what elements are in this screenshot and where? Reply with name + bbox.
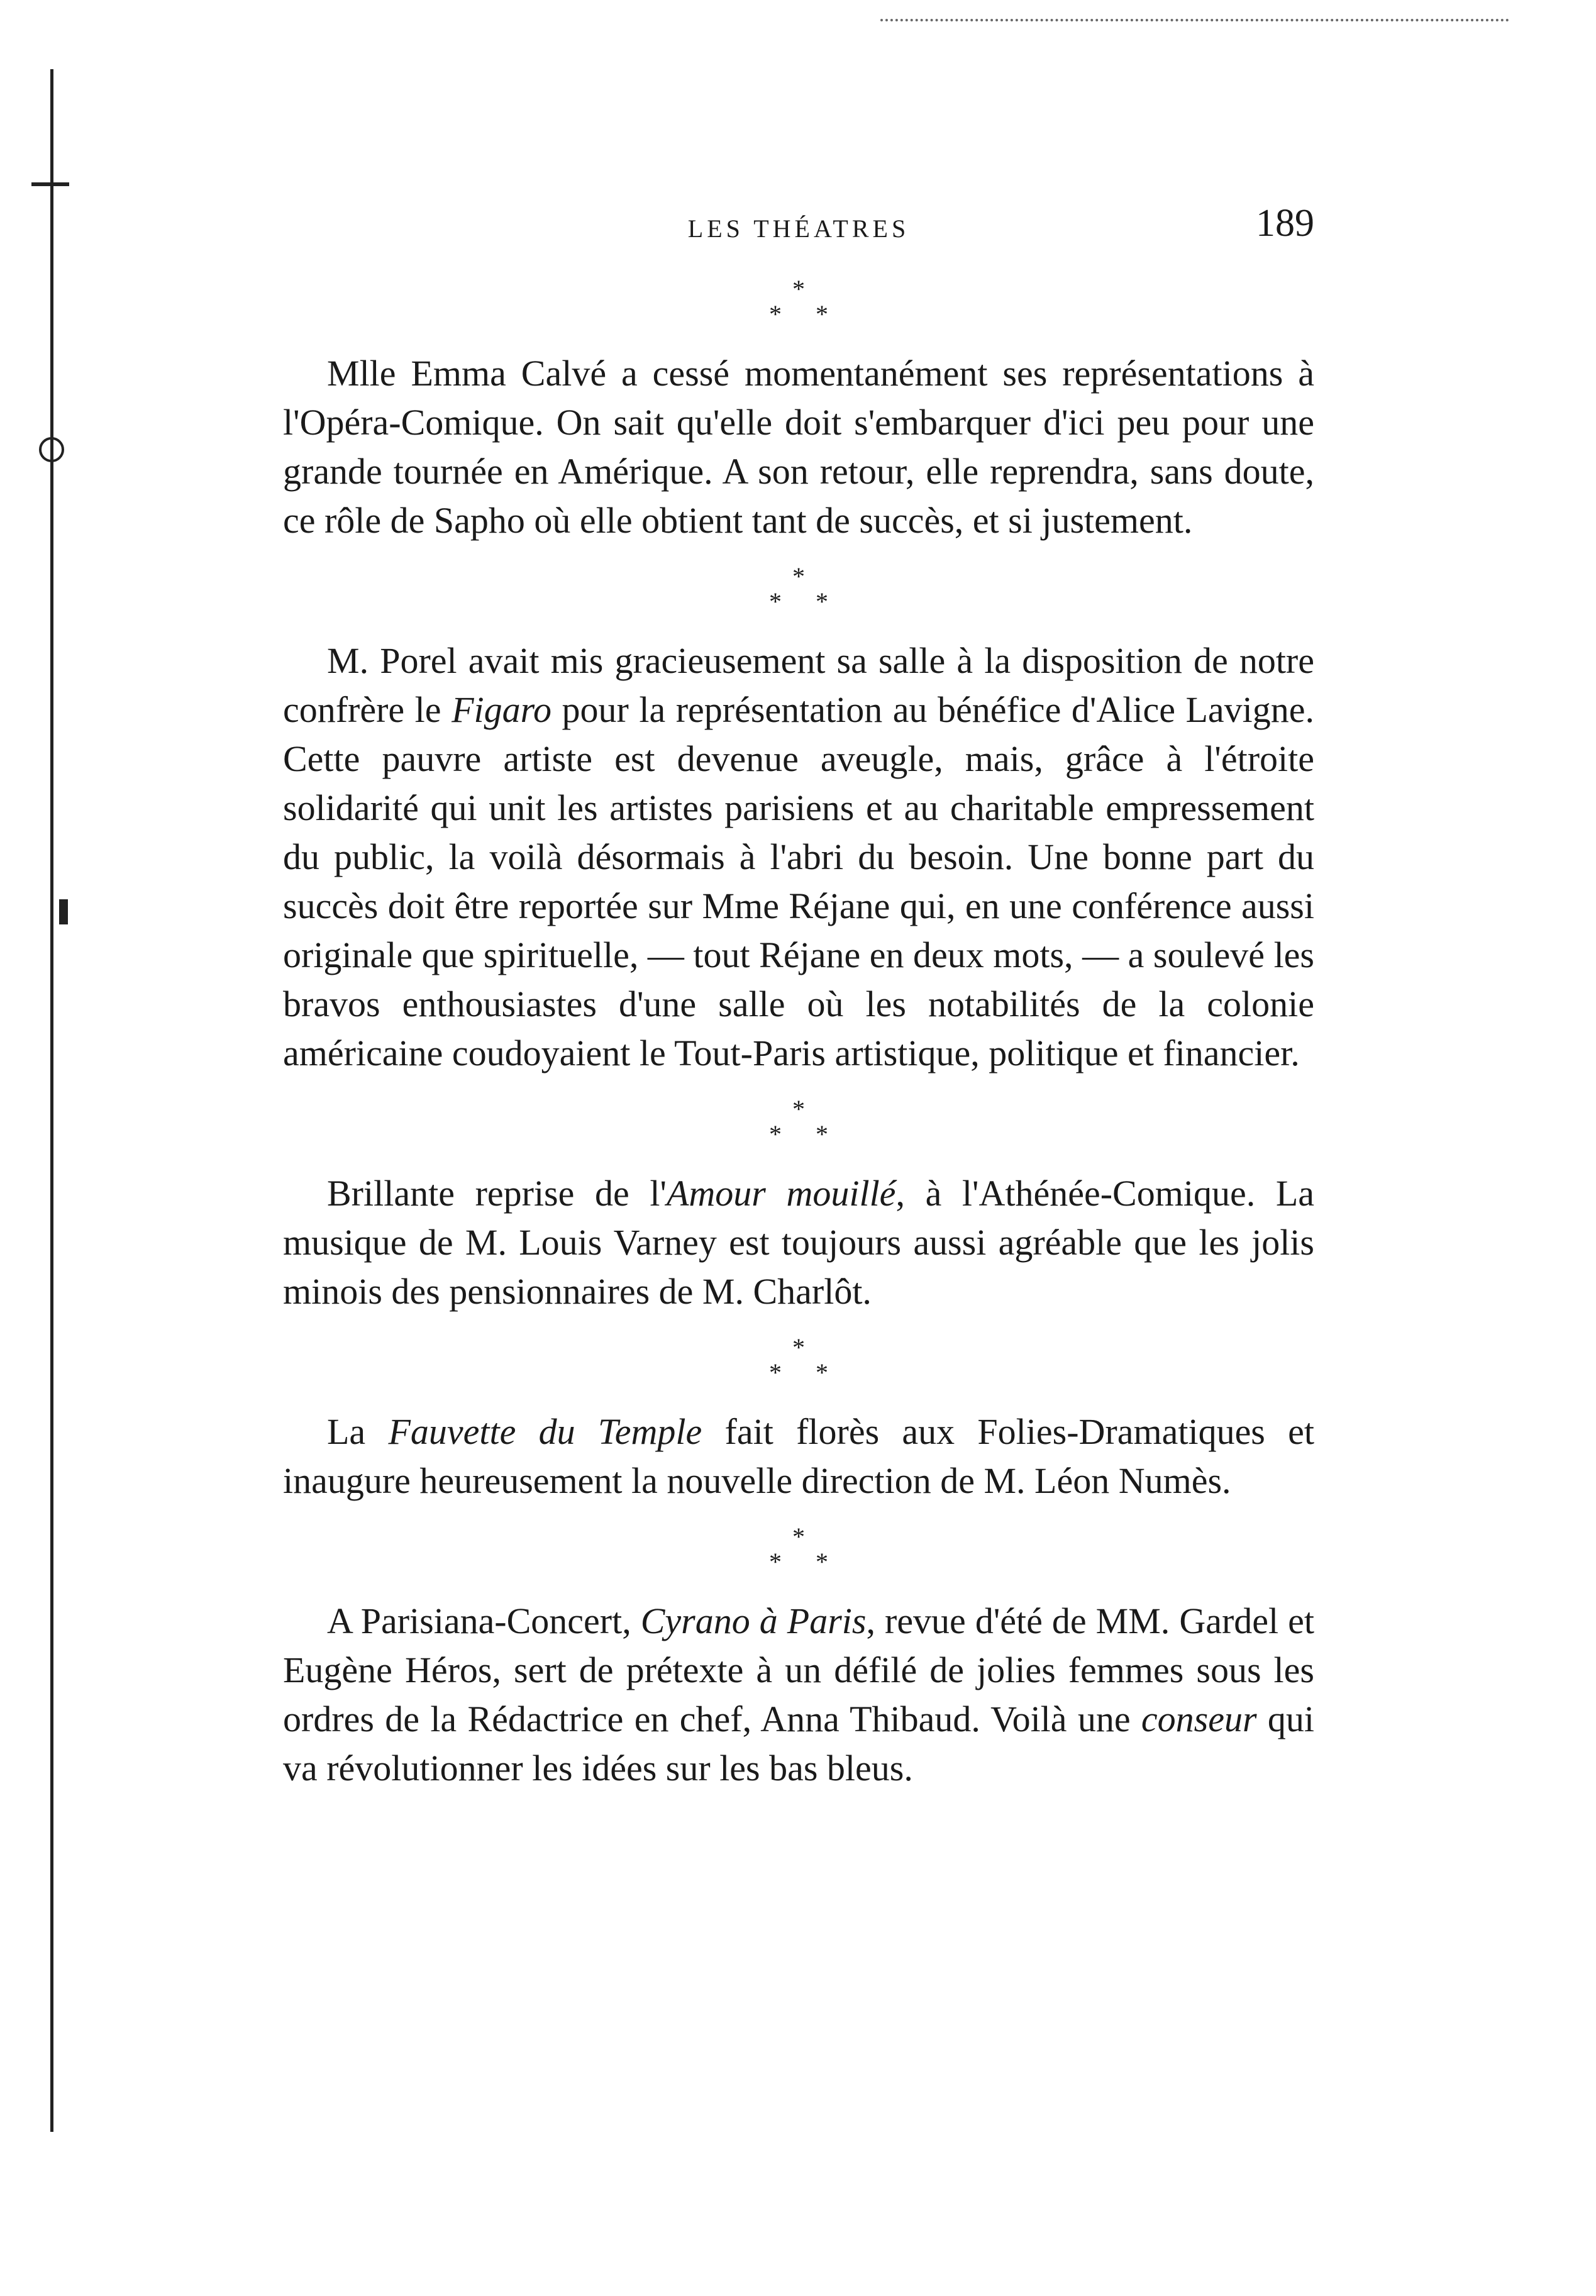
paragraph-porel xyxy=(283,636,1314,1078)
text-run: La xyxy=(327,1411,389,1452)
asterism-bottom: * * xyxy=(769,300,842,328)
asterism-bottom: * * xyxy=(769,1548,842,1576)
text-run: A Parisiana-Concert, xyxy=(327,1600,641,1641)
section-separator xyxy=(283,564,1314,614)
section-separator xyxy=(283,277,1314,327)
section-separator xyxy=(283,1097,1314,1147)
italic-title: Cyrano à Paris xyxy=(640,1600,867,1641)
binding-ornament xyxy=(39,437,64,462)
section-separator xyxy=(283,1524,1314,1575)
text-run: pour la représentation au bénéfice d'Alice Lavigne. Cette pauvre artiste est devenue aveugle, mais, grâce à l'étroite solidarité qui unit les artistes parisiens et au charitable empressement du public, la voilà désormais à l'abri du besoin. Une bonne part du succès doit être reportée sur Mme Réjane qui, en une conférence aussi originale que spirituelle, — tout Réjane en deux mots, — a soulevé les bravos enthousiastes d'une salle où les notabilités de la colonie américaine coudoyaient le Tout-Paris artistique, politique et financier. xyxy=(283,689,1315,1073)
italic-title: Amour mouillé xyxy=(666,1173,896,1214)
binding-edge xyxy=(50,69,53,2132)
asterism-top: * xyxy=(792,275,805,303)
running-head xyxy=(283,201,1314,258)
binding-tick xyxy=(31,182,69,186)
asterism-bottom: * * xyxy=(769,587,842,616)
scan-noise xyxy=(880,19,1509,21)
text-run: , revue d'été de MM. Gardel et Eugène Héros, sert de prétexte à un défilé de jolies femmes sous les ordres de la Rédactrice en chef, Anna Thibaud. Voilà une xyxy=(283,1600,1315,1739)
text-run: Brillante reprise de l' xyxy=(327,1173,667,1214)
section-separator xyxy=(283,1335,1314,1385)
page-number: 189 xyxy=(1256,202,1314,245)
text-run: fait florès aux Folies-Dramatiques et inaugure heureusement la nouvelle direction de M. Léon Numès. xyxy=(283,1411,1315,1501)
asterism-bottom: * * xyxy=(769,1358,842,1387)
italic-title: Fauvette du Temple xyxy=(388,1411,702,1452)
italic-word: conseur xyxy=(1141,1699,1257,1739)
asterism-top: * xyxy=(792,1522,805,1551)
asterism-top: * xyxy=(792,1095,805,1123)
asterism-bottom: * * xyxy=(769,1120,842,1148)
paragraph-calve xyxy=(283,349,1314,545)
asterism-top: * xyxy=(792,562,805,591)
paragraph-amour-mouille xyxy=(283,1169,1314,1316)
text-run: M. Porel avait mis gracieusement sa salle à la disposition de notre confrère le xyxy=(283,640,1314,730)
paragraph-parisiana xyxy=(283,1597,1314,1793)
binding-block xyxy=(59,899,68,924)
italic-title: Figaro xyxy=(452,689,552,730)
asterism-top: * xyxy=(792,1333,805,1362)
paragraph-fauvette xyxy=(283,1407,1314,1506)
page xyxy=(283,201,1314,1793)
text-run: qui va révolutionner les idées sur les bas bleus. xyxy=(283,1699,1314,1789)
text-run: , à l'Athénée-Comique. La musique de M. Louis Varney est toujours aussi agréable que les jolis minois des pensionnaires de M. Charlôt. xyxy=(283,1173,1314,1312)
running-title: LES THÉATRES xyxy=(687,214,910,243)
text-run: Mlle Emma Calvé a cessé momentanément ses représentations à l'Opéra-Comique. On sait qu'elle doit s'embarquer d'ici peu pour une grande tournée en Amérique. A son retour, elle reprendra, sans doute, ce rôle de Sapho où elle obtient tant de succès, et si justement. xyxy=(283,353,1314,541)
